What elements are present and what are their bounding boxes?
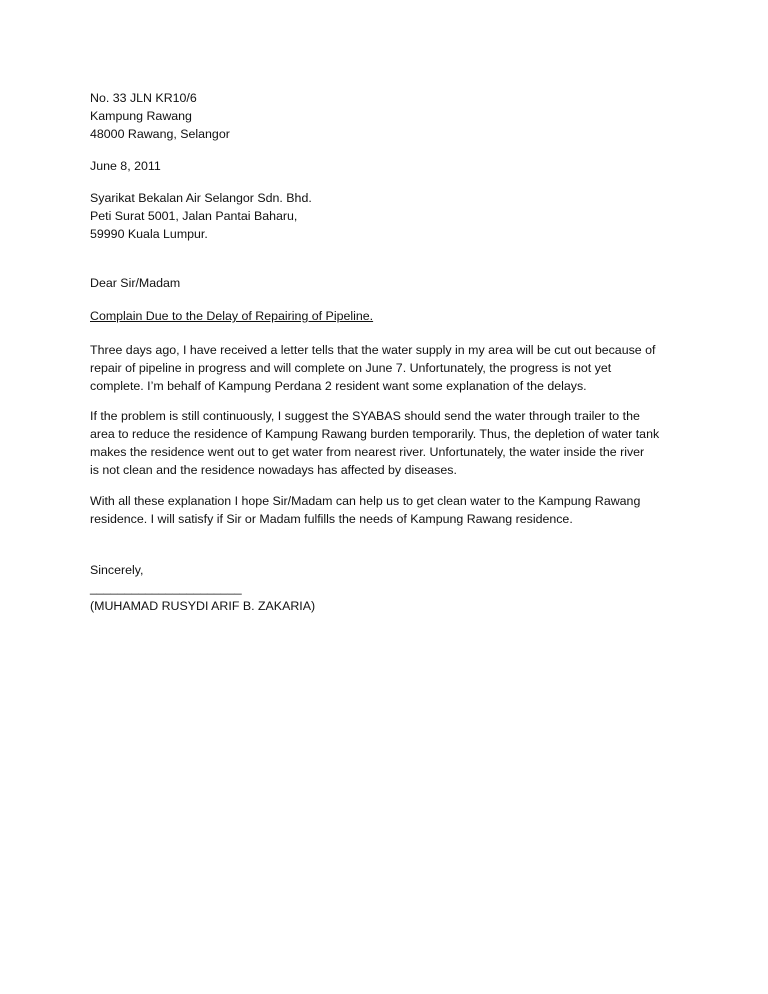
paragraph-line: is not clean and the residence nowadays has affected by diseases. xyxy=(90,463,457,477)
body-paragraph-3 xyxy=(90,492,690,528)
paragraph-line: If the problem is still continuously, I suggest the SYABAS should send the water through trailer to the xyxy=(90,409,640,423)
paragraph-line: repair of pipeline in progress and will complete on June 7. Unfortunately, the progress is not yet xyxy=(90,361,612,375)
salutation xyxy=(90,274,690,292)
paragraph-line: area to reduce the residence of Kampung Rawang burden temporarily. Thus, the depletion of water tank xyxy=(90,427,660,441)
closing-block xyxy=(90,561,690,615)
paragraph-line: complete. I’m behalf of Kampung Perdana 2 resident want some explanation of the delays. xyxy=(90,379,587,393)
recipient-address-line: Syarikat Bekalan Air Selangor Sdn. Bhd. xyxy=(90,191,312,205)
signatory-name: (MUHAMAD RUSYDI ARIF B. ZAKARIA) xyxy=(90,599,316,613)
paragraph-line: Three days ago, I have received a letter tells that the water supply in my area will be cut out because of xyxy=(90,343,656,357)
recipient-address-line: Peti Surat 5001, Jalan Pantai Baharu, xyxy=(90,209,298,223)
letter-date xyxy=(90,157,690,175)
sender-address-line: No. 33 JLN KR10/6 xyxy=(90,91,197,105)
sender-address xyxy=(90,89,690,143)
signature-line: ______________________ xyxy=(90,581,242,595)
body-paragraph-1 xyxy=(90,341,690,395)
date-text: June 8, 2011 xyxy=(90,159,161,173)
subject-line xyxy=(90,307,690,325)
body-paragraph-2 xyxy=(90,407,690,479)
salutation-text: Dear Sir/Madam xyxy=(90,276,181,290)
paragraph-line: residence. I will satisfy if Sir or Madam fulfills the needs of Kampung Rawang residence. xyxy=(90,512,573,526)
recipient-address xyxy=(90,189,690,243)
sender-address-line: Kampung Rawang xyxy=(90,109,192,123)
paragraph-line: With all these explanation I hope Sir/Madam can help us to get clean water to the Kampung Rawang xyxy=(90,494,641,508)
paragraph-line: makes the residence went out to get water from nearest river. Unfortunately, the water inside the river xyxy=(90,445,645,459)
recipient-address-line: 59990 Kuala Lumpur. xyxy=(90,227,208,241)
sender-address-line: 48000 Rawang, Selangor xyxy=(90,127,230,141)
subject-text: Complain Due to the Delay of Repairing of Pipeline. xyxy=(90,309,374,323)
closing-text: Sincerely, xyxy=(90,563,144,577)
